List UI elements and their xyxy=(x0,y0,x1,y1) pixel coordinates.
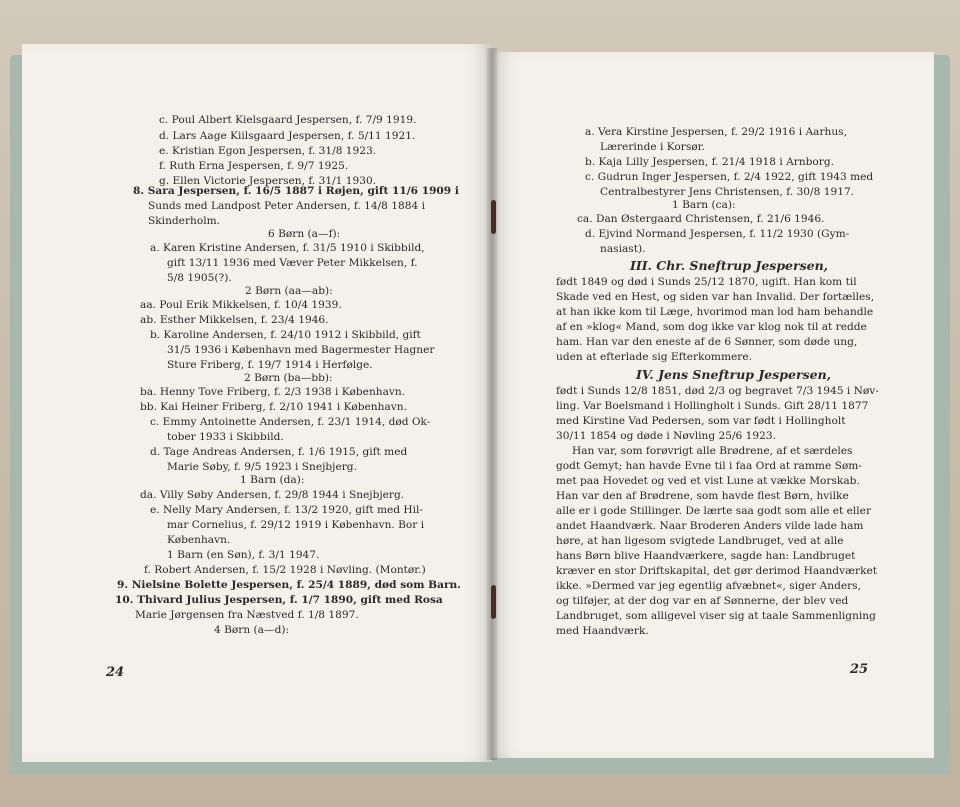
text-line: Marie Jørgensen fra Næstved f. 1/8 1897. xyxy=(135,609,359,621)
text-line: af en »klog« Mand, som dog ikke var klog nok til at redde xyxy=(556,321,867,333)
text-line: ba. Henny Tove Friberg, f. 2/3 1938 i København. xyxy=(140,386,406,398)
text-line: bb. Kai Heiner Friberg, f. 2/10 1941 i København. xyxy=(140,401,407,413)
text-line: 30/11 1854 og døde i Nøvling 25/6 1923. xyxy=(556,430,776,442)
text-line: uden at efterlade sig Efterkommere. xyxy=(556,351,752,363)
text-line: godt Gemyt; han havde Evne til i faa Ord at ramme Søm- xyxy=(556,460,862,472)
text-line: og tilføjer, at der dog var en af Sønnerne, der blev ved xyxy=(556,595,849,607)
text-line: Lærerinde i Korsør. xyxy=(600,141,705,153)
text-line: Sture Friberg, f. 19/7 1914 i Herfølge. xyxy=(167,359,373,371)
text-line: ab. Esther Mikkelsen, f. 23/4 1946. xyxy=(140,314,329,326)
text-line: d. Lars Aage Kiilsgaard Jespersen, f. 5/11 1921. xyxy=(159,130,416,142)
text-line: Sunds med Landpost Peter Andersen, f. 14/8 1884 i xyxy=(148,200,426,212)
section-heading: IV. Jens Sneftrup Jespersen, xyxy=(636,367,832,382)
left-page xyxy=(22,44,492,762)
text-line: 5/8 1905(?). xyxy=(167,272,232,284)
text-line: Marie Søby, f. 9/5 1923 i Snejbjerg. xyxy=(167,461,357,473)
binding-stitch xyxy=(491,585,496,619)
page-number: 25 xyxy=(850,662,869,677)
text-line: Landbruget, som alligevel viser sig at taale Sammenligning xyxy=(556,610,876,622)
text-line: d. Tage Andreas Andersen, f. 1/6 1915, gift med xyxy=(150,446,408,458)
text-line: e. Kristian Egon Jespersen, f. 31/8 1923. xyxy=(159,145,377,157)
text-line: 1 Barn (en Søn), f. 3/1 1947. xyxy=(167,549,320,561)
text-line: 6 Børn (a—f): xyxy=(268,228,341,240)
text-line: c. Poul Albert Kielsgaard Jespersen, f. 7/9 1919. xyxy=(159,114,417,126)
text-line: København. xyxy=(167,534,231,546)
text-line: a. Vera Kirstine Jespersen, f. 29/2 1916 i Aarhus, xyxy=(585,126,847,138)
text-line: ling. Var Boelsmand i Hollingholt i Sunds. Gift 28/11 1877 xyxy=(556,400,869,412)
text-line: med Haandværk. xyxy=(556,625,649,637)
text-line: 8. Sara Jespersen, f. 16/5 1887 i Røjen, gift 11/6 1909 i xyxy=(133,185,459,197)
text-line: Skinderholm. xyxy=(148,215,221,227)
text-line: e. Nelly Mary Andersen, f. 13/2 1920, gift med Hil- xyxy=(150,504,424,516)
text-line: Centralbestyrer Jens Christensen, f. 30/8 1917. xyxy=(600,186,855,198)
text-line: 2 Børn (ba—bb): xyxy=(244,372,333,384)
text-line: a. Karen Kristine Andersen, f. 31/5 1910 i Skibbild, xyxy=(150,242,425,254)
text-line: b. Kaja Lilly Jespersen, f. 21/4 1918 i Arnborg. xyxy=(585,156,835,168)
text-line: c. Emmy Antoinette Andersen, f. 23/1 1914, død Ok- xyxy=(150,416,431,428)
text-line: Han var, som forøvrigt alle Brødrene, af et særdeles xyxy=(572,445,853,457)
text-line: at han ikke kom til Læge, hvorimod man lod ham behandle xyxy=(556,306,874,318)
text-line: g. Ellen Victorie Jespersen, f. 31/1 1930. xyxy=(159,175,377,187)
text-line: da. Villy Søby Andersen, f. 29/8 1944 i Snejbjerg. xyxy=(140,489,405,501)
text-line: met paa Hovedet og ved et vist Lune at vække Morskab. xyxy=(556,475,860,487)
text-line: d. Ejvind Normand Jespersen, f. 11/2 1930 (Gym- xyxy=(585,228,850,240)
text-line: nasiast). xyxy=(600,243,646,255)
text-line: høre, at han ligesom svigtede Landbruget, ved at alle xyxy=(556,535,844,547)
text-line: 31/5 1936 i København med Bagermester Hagner xyxy=(167,344,435,356)
text-line: mar Cornelius, f. 29/12 1919 i København. Bor i xyxy=(167,519,425,531)
text-line: gift 13/11 1936 med Væver Peter Mikkelsen, f. xyxy=(167,257,418,269)
text-line: c. Gudrun Inger Jespersen, f. 2/4 1922, gift 1943 med xyxy=(585,171,874,183)
text-line: ca. Dan Østergaard Christensen, f. 21/6 1946. xyxy=(577,213,825,225)
text-line: 1 Barn (da): xyxy=(240,474,305,486)
text-line: Skade ved en Hest, og siden var han Invalid. Der fortælles, xyxy=(556,291,875,303)
text-line: født i Sunds 12/8 1851, død 2/3 og begravet 7/3 1945 i Nøv- xyxy=(556,385,879,397)
right-page xyxy=(492,52,934,758)
text-line: andet Haandværk. Naar Broderen Anders vilde lade ham xyxy=(556,520,864,532)
text-line: med Kirstine Vad Pedersen, som var født i Hollingholt xyxy=(556,415,846,427)
text-line: 10. Thivard Julius Jespersen, f. 1/7 1890, gift med Rosa xyxy=(115,594,443,606)
text-line: aa. Poul Erik Mikkelsen, f. 10/4 1939. xyxy=(140,299,342,311)
text-line: ham. Han var den eneste af de 6 Sønner, som døde ung, xyxy=(556,336,858,348)
text-line: tober 1933 i Skibbild. xyxy=(167,431,284,443)
text-line: ikke. »Dermed var jeg egentlig afvæbnet«, siger Anders, xyxy=(556,580,861,592)
book-spine xyxy=(486,48,498,760)
text-line: f. Ruth Erna Jespersen, f. 9/7 1925. xyxy=(159,160,349,172)
text-line: Han var den af Brødrene, som havde flest Børn, hvilke xyxy=(556,490,849,502)
text-line: født 1849 og død i Sunds 25/12 1870, ugift. Han kom til xyxy=(556,276,857,288)
binding-stitch xyxy=(491,200,496,234)
text-line: b. Karoline Andersen, f. 24/10 1912 i Skibbild, gift xyxy=(150,329,421,341)
text-line: alle er i gode Stillinger. De lærte saa godt som alle et eller xyxy=(556,505,872,517)
section-heading: III. Chr. Sneftrup Jespersen, xyxy=(630,258,829,273)
page-number: 24 xyxy=(106,665,125,680)
text-line: kræver en stor Driftskapital, det gør derimod Haandværket xyxy=(556,565,878,577)
text-line: 4 Børn (a—d): xyxy=(214,624,290,636)
text-line: 9. Nielsine Bolette Jespersen, f. 25/4 1889, død som Barn. xyxy=(117,579,461,591)
text-line: f. Robert Andersen, f. 15/2 1928 i Nøvling. (Montør.) xyxy=(144,564,426,576)
text-line: hans Børn blive Haandværkere, sagde han: Landbruget xyxy=(556,550,856,562)
text-line: 2 Børn (aa—ab): xyxy=(245,285,333,297)
text-line: 1 Barn (ca): xyxy=(672,199,736,211)
